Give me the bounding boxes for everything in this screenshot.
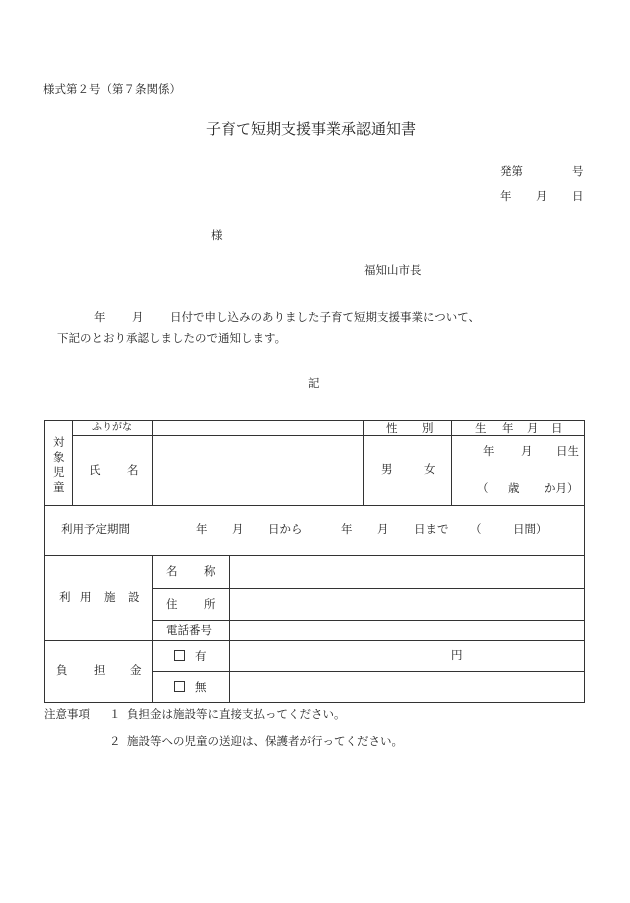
birth-day-label: 日生 [556, 444, 579, 458]
age-years-label: 歳 [508, 481, 520, 495]
facility-label-1: 利 [59, 590, 71, 604]
name-label-1: 氏 [89, 463, 101, 477]
issue-no-prefix: 発第 [500, 164, 523, 178]
fee-label-1: 負 [56, 663, 68, 677]
fee-no-label: 無 [195, 680, 207, 694]
period-open-paren: （ [470, 522, 482, 536]
facility-label-3: 施 [104, 590, 116, 604]
period-start-day: 日から [268, 522, 303, 536]
facility-name-label-1: 名 [166, 564, 178, 578]
period-label: 利用予定期間 [61, 522, 130, 536]
birth-label-3: 月 [527, 421, 539, 435]
fee-yes-label: 有 [195, 649, 207, 663]
period-start-year: 年 [196, 522, 208, 536]
addressee-suffix: 様 [211, 228, 223, 242]
child-label-3: 児 [53, 465, 65, 479]
period-end-month: 月 [377, 522, 389, 536]
period-days-label: 日間） [513, 522, 548, 536]
note-1-text: 負担金は施設等に直接支払ってください。 [127, 707, 346, 721]
body-year-label: 年 [94, 310, 106, 324]
fee-label-2: 担 [94, 663, 106, 677]
facility-address-label-2: 所 [204, 597, 216, 611]
furigana-label: ふりがな [92, 422, 132, 433]
age-open-paren: （ [477, 481, 489, 495]
issue-year-label: 年 [500, 189, 512, 203]
page-title: 子育て短期支援事業承認通知書 [206, 120, 417, 138]
facility-phone-label: 電話番号 [166, 623, 212, 637]
child-label-1: 対 [53, 435, 65, 449]
facility-address-label-1: 住 [166, 597, 178, 611]
fee-no-checkbox[interactable] [174, 681, 185, 692]
child-label-2: 象 [53, 450, 65, 464]
facility-label-2: 用 [80, 590, 92, 604]
issue-month-label: 月 [536, 189, 548, 203]
note-2-text: 施設等への児童の送迎は、保護者が行ってください。 [127, 734, 403, 748]
body-line2-text: 下記のとおり承認しましたので通知します。 [57, 331, 287, 345]
period-end-day: 日まで [414, 522, 449, 536]
body-month-label: 月 [132, 310, 144, 324]
fee-option-yes[interactable] [174, 650, 207, 663]
issue-day-label: 日 [572, 189, 584, 203]
birth-label-2: 年 [502, 421, 514, 435]
period-start-month: 月 [232, 522, 244, 536]
child-label-4: 童 [53, 480, 65, 494]
name-label-2: 名 [127, 463, 139, 477]
birth-label-4: 日 [551, 421, 563, 435]
fee-option-no[interactable] [174, 681, 207, 694]
gender-female: 女 [424, 462, 436, 476]
note-2-num: ２ [109, 734, 121, 748]
fee-label-3: 金 [130, 663, 142, 677]
fee-yes-checkbox[interactable] [174, 650, 185, 661]
facility-name-label-2: 称 [204, 564, 216, 578]
age-months-label: か月） [544, 481, 579, 495]
ki-heading: 記 [308, 376, 320, 390]
facility-label-4: 設 [128, 590, 140, 604]
period-end-year: 年 [341, 522, 353, 536]
gender-male: 男 [381, 462, 393, 476]
gender-label-1: 性 [386, 421, 398, 435]
note-1-num: １ [109, 707, 121, 721]
body-line1-text: 日付で申し込みのありました子育て短期支援事業について、 [170, 310, 481, 324]
notes-heading: 注意事項 [44, 707, 90, 721]
birth-year-label: 年 [483, 444, 495, 458]
gender-label-2: 別 [422, 421, 434, 435]
issuer: 福知山市長 [364, 263, 422, 277]
birth-month-label: 月 [521, 444, 533, 458]
fee-unit: 円 [451, 648, 463, 662]
birth-label-1: 生 [475, 421, 487, 435]
issue-no-suffix: 号 [572, 164, 584, 178]
form-id: 様式第２号（第７条関係） [43, 82, 181, 96]
